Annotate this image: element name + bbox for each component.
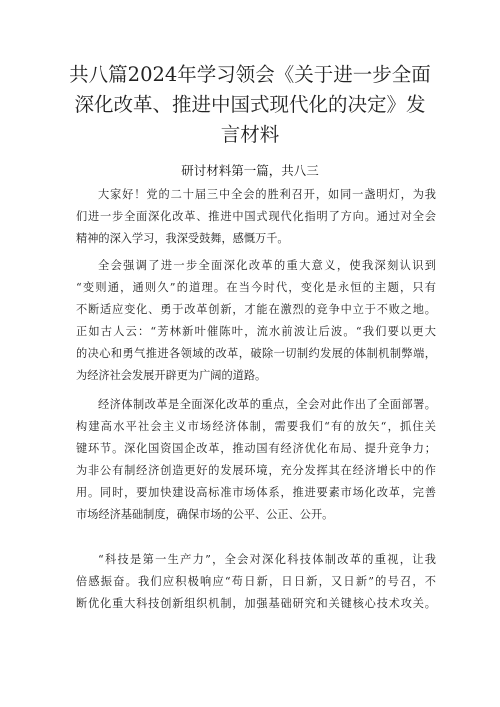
text-line: 全会强调了进一步全面深化改革的重大意义，使我深刻认识到 — [98, 259, 436, 272]
text-line: 不断适应变化、勇于改革创新，才能在激烈的竞争中立于不败之地。 — [76, 303, 436, 316]
title-line: 共八篇2024年学习领会《关于进一步全面 — [69, 63, 431, 86]
text-line: 的决心和勇气推进各领域的改革，破除一切制约发展的体制机制弊端， — [76, 347, 436, 360]
text-line: 为非公有制经济创造更好的发展环境，充分发挥其在经济增长中的作 — [76, 464, 436, 477]
text-line: 倍感振奋。我们应积极响应“苟日新，日日新，又日新”的号召，不 — [76, 575, 436, 588]
text-line: “科技是第一生产力”，全会对深化科技体制改革的重视，让我 — [98, 553, 436, 566]
text-line: 经济体制改革是全面深化改革的重点，全会对此作出了全面部署。 — [98, 398, 436, 411]
text-line: 们进一步全面深化改革、推进中国式现代化指明了方向。通过对全会 — [76, 210, 436, 223]
text-line: 构建高水平社会主义市场经济体制，需要我们“有的放矢“，抓住关 — [76, 420, 436, 433]
document-title — [60, 60, 440, 150]
text-line: 键环节。深化国资国企改革，推动国有经济优化布局、提升竞争力； — [76, 442, 436, 455]
title-line: 言材料 — [220, 123, 280, 146]
text-line: 为经济社会发展开辟更为广阔的道路。 — [76, 369, 267, 382]
document-body — [76, 184, 436, 615]
paragraph-2 — [76, 255, 436, 387]
text-line: 断优化重大科技创新组织机制，加强基础研究和关键核心技术攻关。 — [76, 597, 436, 610]
paragraph-4 — [76, 549, 436, 615]
text-line: 市场经济基础制度，确保市场的公平、公正、公开。 — [76, 508, 334, 521]
text-line: “变则通，通则久”的道理。在当今时代，变化是永恒的主题，只有 — [76, 281, 436, 294]
text-line: 用。同时，要加快建设高标准市场体系，推进要素市场化改革，完善 — [76, 486, 436, 499]
text-line: 精神的深入学习，我深受鼓舞，感慨万千。 — [76, 232, 289, 245]
paragraph-3 — [76, 394, 436, 526]
text-line: 正如古人云：“芳林新叶催陈叶，流水前波让后波。“我们要以更大 — [76, 325, 436, 338]
document-subtitle: 研讨材料第一篇，共八三 — [181, 163, 319, 178]
title-line: 深化改革、推进中国式现代化的决定》发 — [74, 93, 426, 116]
text-line: 大家好！党的二十届三中全会的胜利召开，如同一盏明灯，为我 — [98, 188, 436, 201]
paragraph-1 — [76, 184, 436, 250]
